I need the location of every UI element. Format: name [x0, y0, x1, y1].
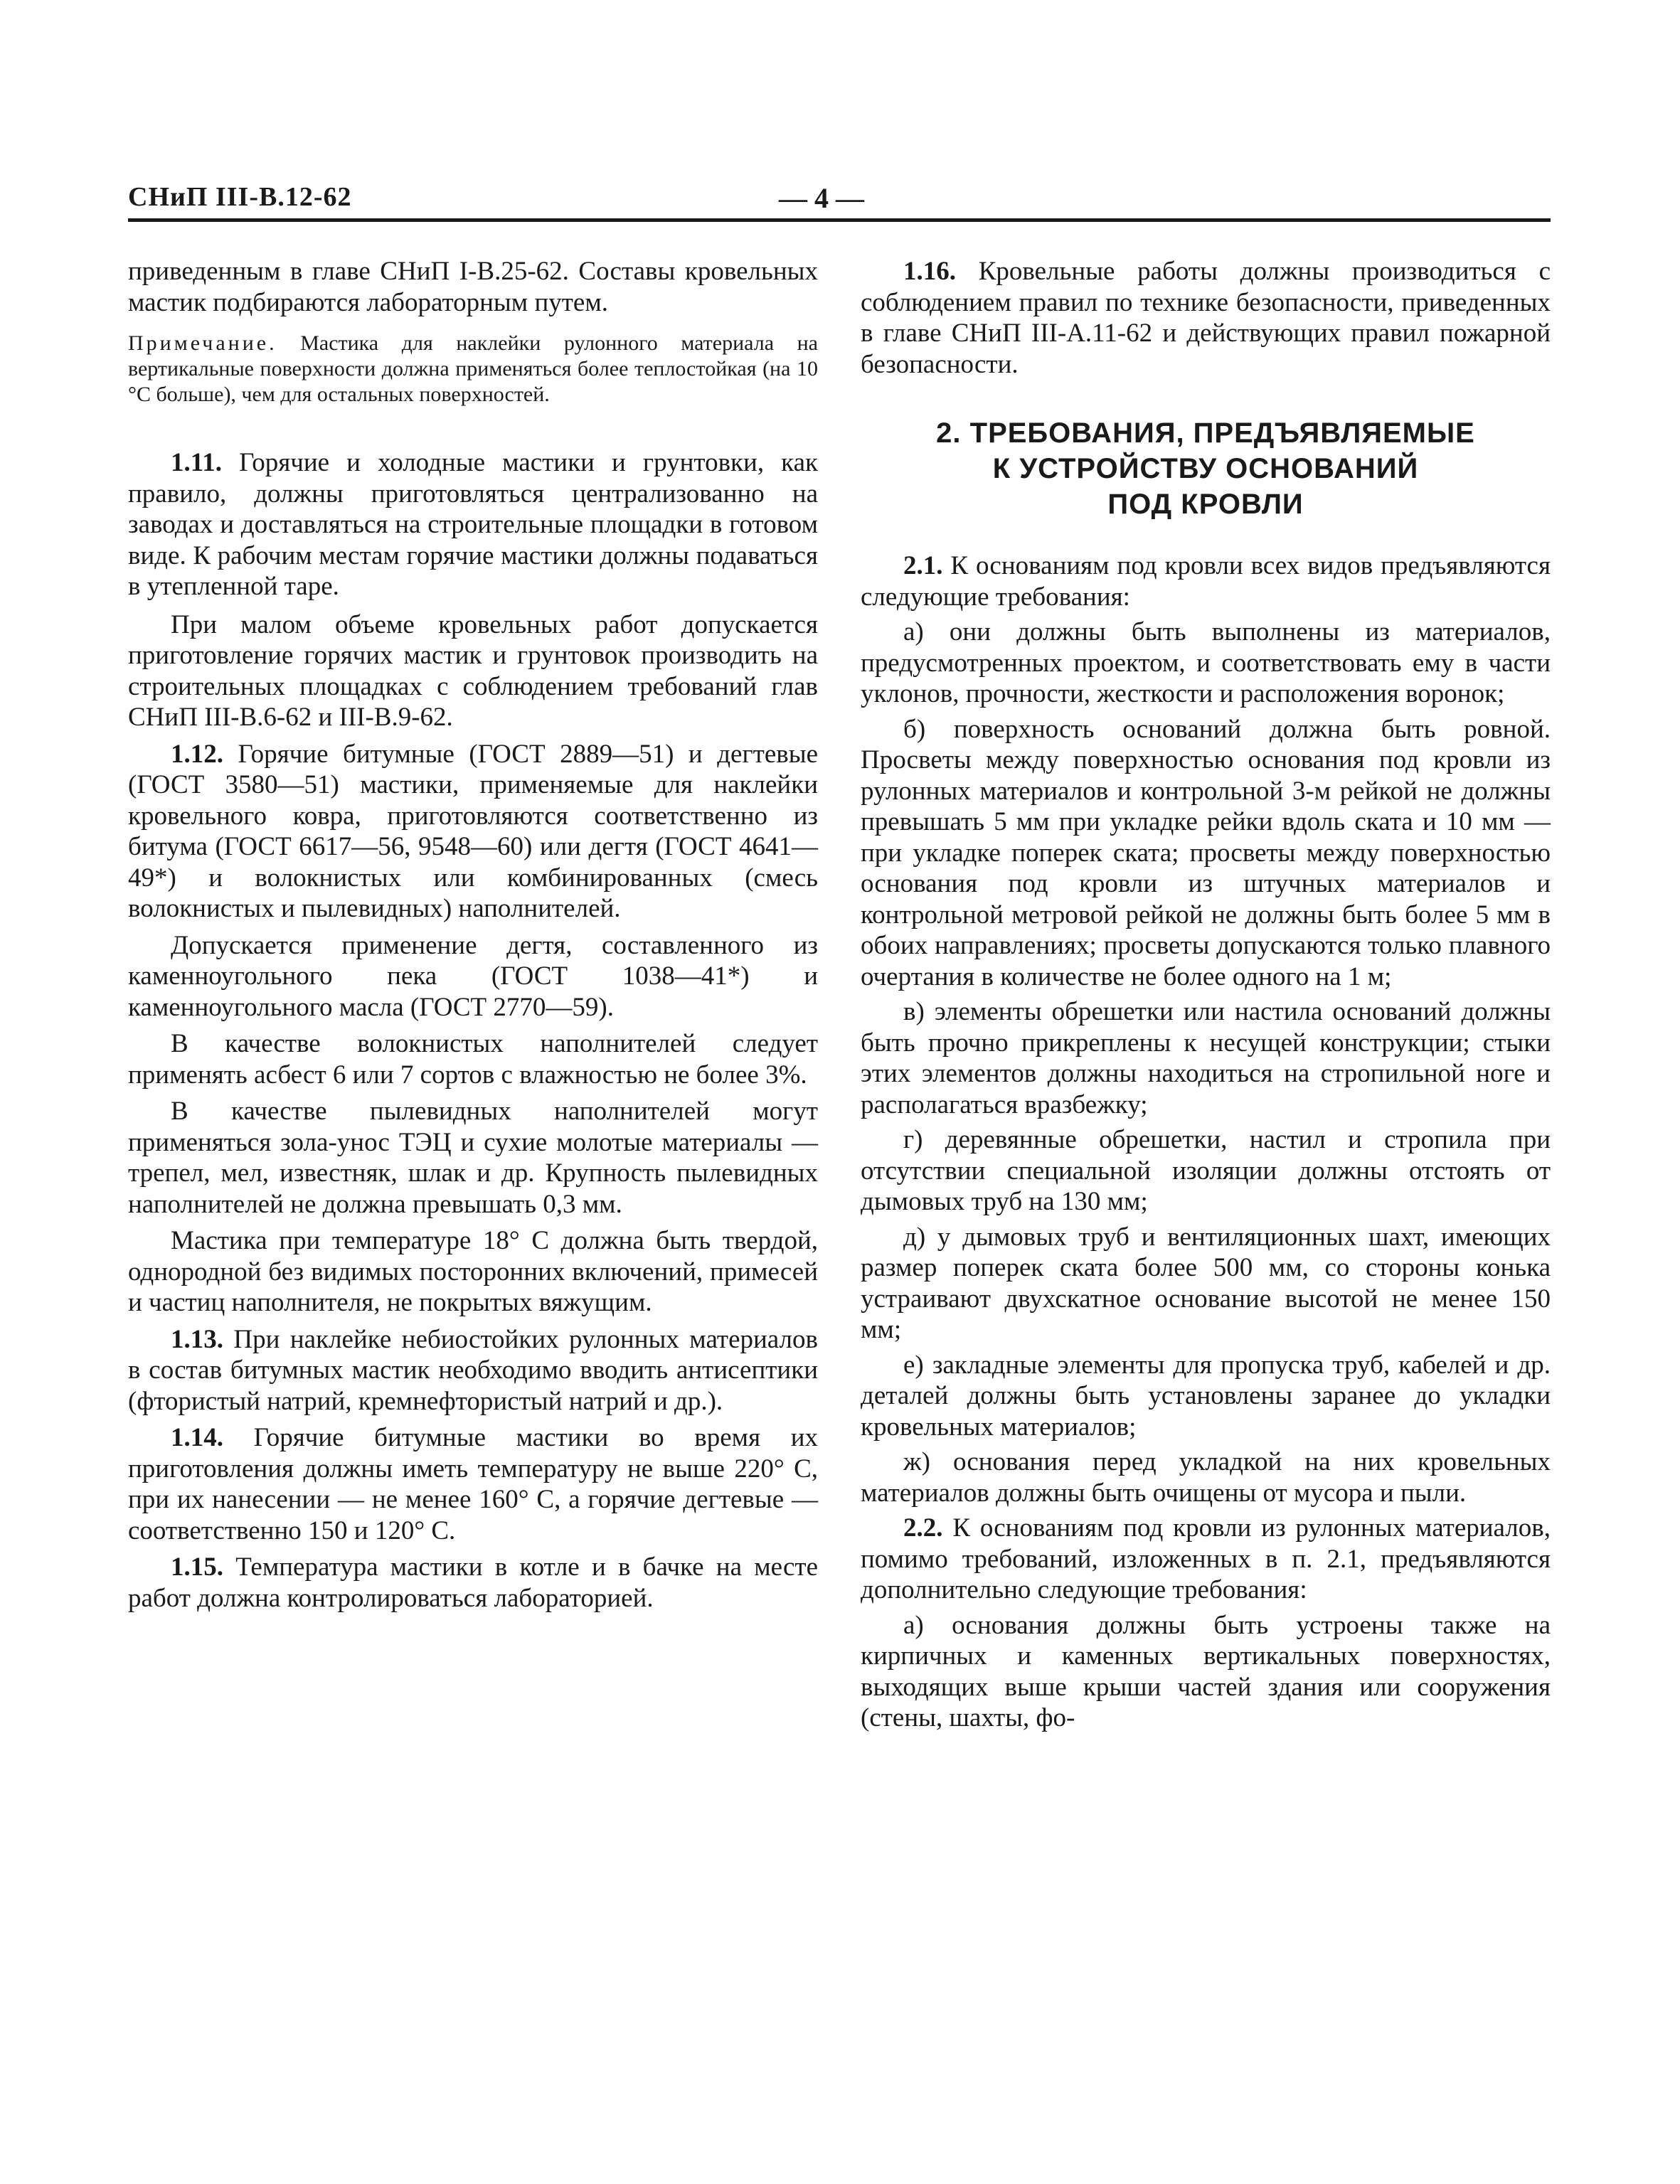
- clause-1-15: [128, 1552, 818, 1614]
- note-label: Примечание.: [128, 331, 277, 355]
- paragraph: Мастика при температуре 18° С должна быть твердой, однородной без видимых посторонних включений, примесей и частиц наполнителя, не покрытых вяжущим.: [128, 1226, 818, 1317]
- section-heading: [861, 415, 1551, 522]
- paragraph: При малом объеме кровельных работ допускается приготовление горячих мастик и грунтовок производить на строительных площадках с соблюдением требований глав СНиП III-В.6-62 и III-В.9-62.: [128, 609, 818, 732]
- right-column: [861, 256, 1551, 1734]
- clause-text: К основаниям под кровли всех видов предъявляются следующие требования:: [861, 551, 1551, 612]
- clause-number: 1.15.: [171, 1552, 223, 1582]
- section-heading-line: ПОД КРОВЛИ: [1107, 489, 1304, 520]
- clause-text: Кровельные работы должны производиться с соблюдением правил по технике безопасности, приведенных в главе СНиП III-А.11-62 и действующих правил пожарной безопасности.: [861, 257, 1551, 379]
- list-item: в) элементы обрешетки или настила оснований должны быть прочно прикреплены к несущей конструкции; стыки этих элементов должны находиться на стропильной ноге и располагаться вразбежку;: [861, 997, 1551, 1119]
- list-item: д) у дымовых труб и вентиляционных шахт, имеющих размер поперек ската более 500 мм, со стороны конька устраивают двухскатное основание высотой не менее 150 мм;: [861, 1222, 1551, 1344]
- clause-1-16: [861, 256, 1551, 380]
- clause-1-14: [128, 1422, 818, 1546]
- clause-text: Горячие и холодные мастики и грунтовки, как правило, должны приготовляться централизованно на заводах и доставляться на строительные площадки в готовом виде. К рабочим местам горячие мастики должны подаваться в утепленной таре.: [128, 448, 818, 601]
- clause-number: 2.1.: [903, 551, 943, 580]
- page-number: — 4 —: [779, 182, 864, 214]
- list-item: г) деревянные обрешетки, настил и стропила при отсутствии специальной изоляции должны отстоять от дымовых труб на 130 мм;: [861, 1125, 1551, 1216]
- left-column: [128, 256, 818, 1614]
- paragraph: В качестве волокнистых наполнителей следует применять асбест 6 или 7 сортов с влажностью не более 3%.: [128, 1029, 818, 1090]
- note-text: Мастика для наклейки рулонного материала на вертикальные поверхности должна применяться более теплостойкая (на 10 °С больше), чем для остальных поверхностей.: [128, 331, 818, 406]
- header-rule: [128, 218, 1551, 222]
- clause-number: 1.12.: [171, 739, 223, 769]
- paragraph: В качестве пылевидных наполнителей могут применяться зола-унос ТЭЦ и сухие молотые материалы — трепел, мел, известняк, шлак и др. Крупность пылевидных наполнителей не должна превышать 0,3 мм.: [128, 1097, 818, 1219]
- clause-1-12: [128, 739, 818, 925]
- clause-2-2: [861, 1513, 1551, 1606]
- section-heading-line: К УСТРОЙСТВУ ОСНОВАНИЙ: [992, 453, 1419, 484]
- paragraph: Допускается применение дегтя, составленного из каменноугольного пека (ГОСТ 1038—41*) и каменноугольного масла (ГОСТ 2770—59).: [128, 930, 818, 1022]
- clause-text: Горячие битумные мастики во время их приготовления должны иметь температуру не выше 220° С, при их нанесении — не менее 160° С, а горячие дегтевые — соответственно 150 и 120° С.: [128, 1423, 818, 1545]
- clause-number: 1.16.: [903, 257, 956, 286]
- list-item: е) закладные элементы для пропуска труб, кабелей и др. деталей должны быть установлены заранее до укладки кровельных материалов;: [861, 1350, 1551, 1442]
- clause-number: 2.2.: [903, 1513, 943, 1543]
- clause-1-13: [128, 1324, 818, 1417]
- list-item: а) они должны быть выполнены из материалов, предусмотренных проектом, и соответствовать ему в части уклонов, прочности, жесткости и расположения воронок;: [861, 617, 1551, 708]
- clause-text: При наклейке небиостойких рулонных материалов в состав битумных мастик необходимо вводить антисептики (фтористый натрий, кремнефтористый натрий и др.).: [128, 1324, 818, 1416]
- list-item: б) поверхность оснований должна быть ровной. Просветы между поверхностью основания под кровли из рулонных материалов и контрольной 3-м рейкой не должны превышать 5 мм при укладке рейки вдоль ската и 10 мм — при укладке поперек ската; просветы между поверхностью основания под кровли из штучных материалов и контрольной метровой рейкой не должны быть более 5 мм в обоих направлениях; просветы допускаются только плавного очертания в количестве не более одного на 1 м;: [861, 714, 1551, 991]
- clause-2-1: [861, 550, 1551, 612]
- note: [128, 331, 818, 407]
- clause-text: Температура мастики в котле и в бачке на месте работ должна контролироваться лабораторией.: [128, 1552, 818, 1613]
- page-header: [128, 181, 1551, 224]
- paragraph: приведенным в главе СНиП I-В.25-62. Составы кровельных мастик подбираются лабораторным путем.: [128, 257, 818, 317]
- list-item: а) основания должны быть устроены также на кирпичных и каменных вертикальных поверхностях, выходящих выше крыши частей здания или сооружения (стены, шахты, фо-: [861, 1610, 1551, 1732]
- clause-1-11: [128, 447, 818, 602]
- clause-text: К основаниям под кровли из рулонных материалов, помимо требований, изложенных в п. 2.1, предъявляются дополнительно следующие требования:: [861, 1513, 1551, 1604]
- document-code: СНиП III-В.12-62: [128, 182, 352, 212]
- clause-number: 1.11.: [171, 448, 222, 477]
- section-heading-line: 2. ТРЕБОВАНИЯ, ПРЕДЪЯВЛЯЕМЫЕ: [936, 417, 1475, 449]
- clause-text: Горячие битумные (ГОСТ 2889—51) и дегтевые (ГОСТ 3580—51) мастики, применяемые для наклейки кровельного ковра, приготовляются соответственно из битума (ГОСТ 6617—56, 9548—60) или дегтя (ГОСТ 4641—49*) и волокнистых или комбинированных (смесь волокнистых и пылевидных) наполнителей.: [128, 739, 818, 923]
- clause-number: 1.14.: [171, 1423, 223, 1452]
- list-item: ж) основания перед укладкой на них кровельных материалов должны быть очищены от мусора и пыли.: [861, 1447, 1551, 1508]
- clause-number: 1.13.: [171, 1324, 223, 1354]
